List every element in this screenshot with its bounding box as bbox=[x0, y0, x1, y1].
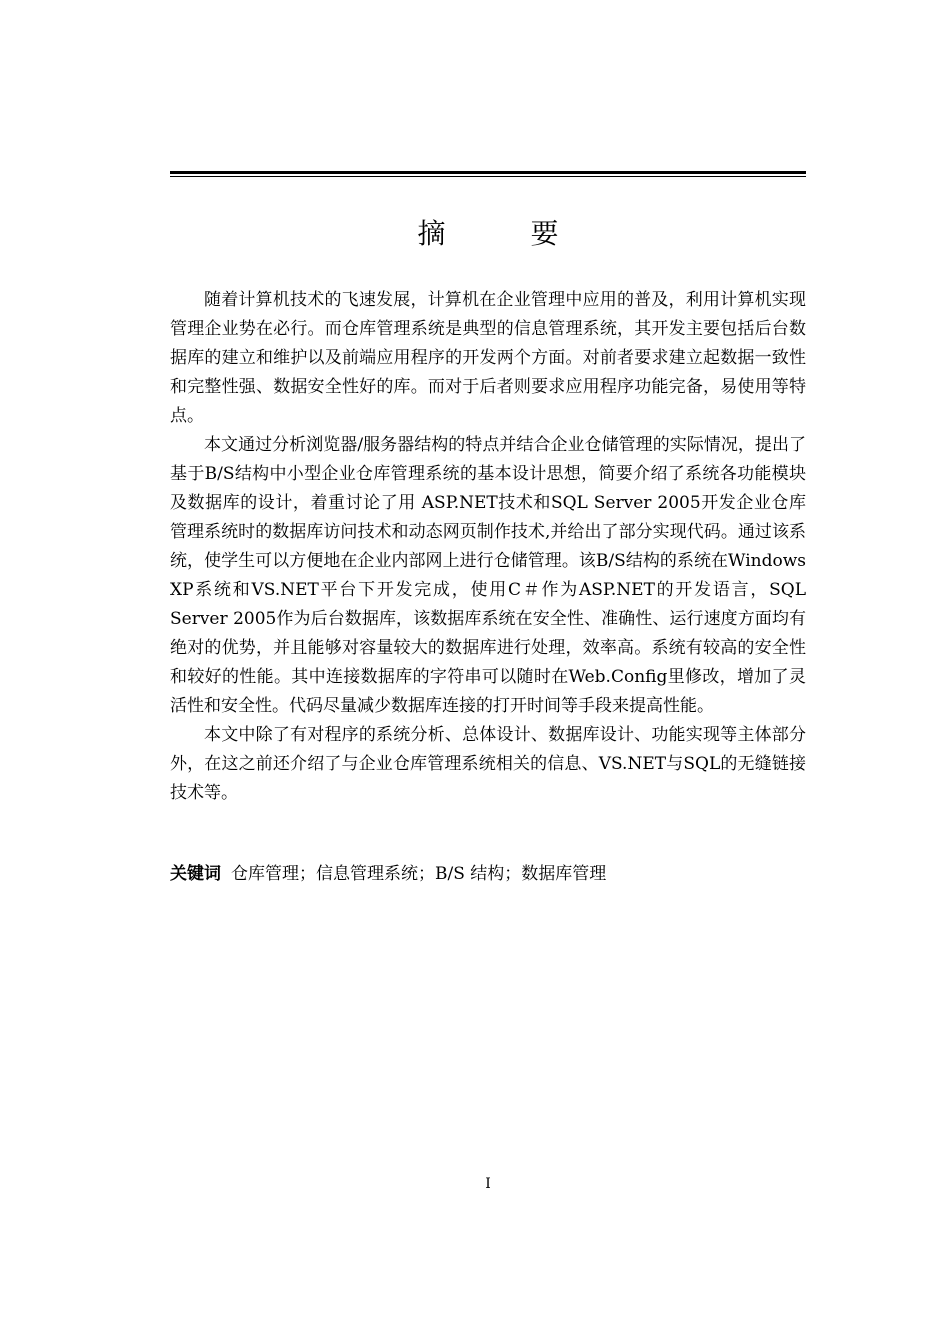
page-number: I bbox=[485, 1176, 491, 1192]
header-rule-thick bbox=[170, 171, 806, 174]
abstract-paragraph-1: 随着计算机技术的飞速发展，计算机在企业管理中应用的普及，利用计算机实现管理企业势在必行。而仓库管理系统是典型的信息管理系统，其开发主要包括后台数据库的建立和维护以及前端应用程序的开发两个方面。对前者要求建立起数据一致性和完整性强、数据安全性好的库。而对于后者则要求应用程序功能完备，易使用等特点。 bbox=[170, 290, 806, 426]
header-rule-thin bbox=[170, 176, 806, 177]
keywords-label: 关键词 bbox=[170, 864, 221, 884]
abstract-paragraph-2: 本文通过分析浏览器/服务器结构的特点并结合企业仓储管理的实际情况，提出了基于B/S结构中小型企业仓库管理系统的基本设计思想，简要介绍了系统各功能模块及数据库的设计，着重讨论了用 ASP.NET技术和SQL Server 2005开发企业仓库管理系统时的数据库访问技术和动态网页制作技术,并给出了部分实现代码。通过该系统，使学生可以方便地在企业内部网上进行仓储管理。该B/S结构的系统在Windows XP系统和VS.NET平台下开发完成，使用C＃作为ASP.NET的开发语言，SQL Server 2005作为后台数据库，该数据库系统在安全性、准确性、运行速度方面均有绝对的优势，并且能够对容量较大的数据库进行处理，效率高。系统有较高的安全性和较好的性能。其中连接数据库的字符串可以随时在Web.Config里修改，增加了灵活性和安全性。代码尽量减少数据库连接的打开时间等手段来提高性能。 bbox=[170, 435, 806, 716]
abstract-paragraph-3: 本文中除了有对程序的系统分析、总体设计、数据库设计、功能实现等主体部分外，在这之前还介绍了与企业仓库管理系统相关的信息、VS.NET与SQL的无缝链接技术等。 bbox=[170, 725, 806, 803]
keywords-text: 仓库管理；信息管理系统；B/S 结构；数据库管理 bbox=[231, 864, 607, 884]
abstract-body bbox=[170, 286, 806, 808]
keywords-line bbox=[170, 860, 806, 889]
page-title: 摘 要 bbox=[417, 217, 597, 250]
